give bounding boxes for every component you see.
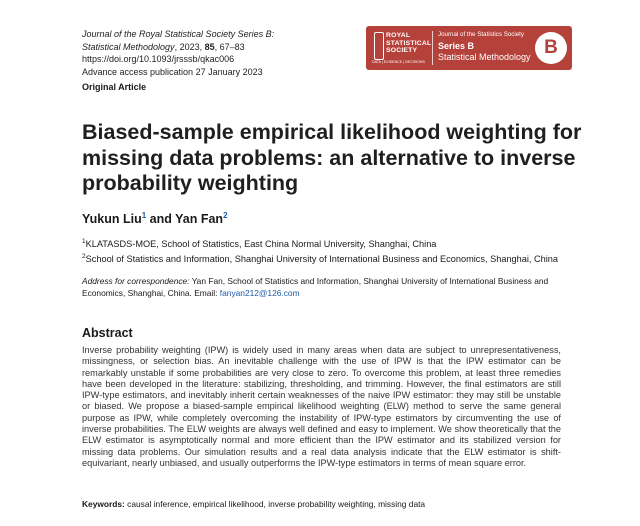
citation-pages: , 67–83 — [214, 41, 245, 52]
author-join: and — [146, 212, 176, 227]
affiliation-number: 1 — [82, 238, 86, 245]
abstract-heading: Abstract — [82, 326, 133, 340]
author-affil-ref[interactable]: 2 — [223, 211, 228, 220]
correspondence-text: Yan Fan, School of Statistics and Information, Shanghai University of International Business and Economics, Shanghai, China. Email: — [82, 276, 549, 298]
affiliation-number: 2 — [82, 252, 86, 260]
keywords-text: causal inference, empirical likelihood, inverse probability weighting, missing data — [127, 499, 426, 509]
keywords-label: Keywords: — [82, 499, 125, 509]
rss-name: ROYAL STATISTICAL SOCIETY — [386, 32, 432, 54]
rss-logo-block — [372, 31, 433, 65]
journal-badge[interactable] — [366, 26, 572, 70]
article-type: Original Article — [82, 82, 147, 92]
badge-subtitle: Statistical Methodology — [438, 52, 531, 62]
citation-volume: 85 — [204, 41, 215, 52]
series-b-icon: B — [535, 32, 567, 64]
doi-link[interactable]: https://doi.org/10.1093/jrsssb/qkac006 — [82, 54, 235, 64]
rss-shield-icon — [374, 32, 384, 60]
affiliation-text: School of Statistics and Information, Shanghai University of International Business and Economics, Shanghai, China — [85, 253, 559, 264]
author-affil-ref[interactable]: 1 — [141, 211, 147, 220]
journal-citation — [82, 28, 274, 78]
access-date: Advance access publication 27 January 2023 — [82, 66, 263, 77]
rss-tagline: DATA | EVIDENCE | DECISIONS — [372, 60, 425, 64]
affiliations — [82, 236, 562, 265]
affiliation-text: KLATASDS-MOE, School of Statistics, East China Normal University, Shanghai, China — [85, 239, 437, 250]
author-name[interactable]: Yukun Liu — [82, 212, 142, 227]
journal-name-line1: Journal of the Royal Statistical Society Series B: — [82, 29, 275, 39]
paper-title: Biased-sample empirical likelihood weighting for missing data problems: an alternative to inverse probability weighting — [82, 120, 582, 195]
keywords — [82, 499, 425, 509]
badge-publication: Journal of the Statistics Society — [438, 31, 524, 38]
correspondence-address — [82, 276, 562, 299]
author-name[interactable]: Yan Fan — [175, 212, 224, 227]
author-list — [82, 211, 228, 226]
abstract-text: Inverse probability weighting (IPW) is widely used in many areas when data are subject to unrepresentativeness, missingness, or selection bias. An inevitable challenge with the use of IPW is that the IPW estimator can be remarkably unstable if some probabilities are very close to zero. To overcome this problem, at least three remedies have been developed in the literature: stabilizing, thresholding, and trimming. However, the final estimators are still IPW-type estimators, and inevitably inherit certain weaknesses of the naive IPW estimator: they may still be unstable or biased. We propose a biased-sample empirical likelihood weighting (ELW) method to serve the same general purpose as IPW, while completely overcoming the instability of IPW-type estimators by circumventing the use of inverse probabilities. The ELW weights are always well defined and easy to implement. We show theoretically that the ELW estimator is asymptotically normal and more efficient than the IPW estimator and its stabilized version for missing data problems. Our simulation results and a real data analysis indicate that the ELW estimator is shift-equivariant, nearly unbiased, and usually outperforms the IPW-type estimators in terms of mean square error. — [82, 345, 561, 468]
badge-series: Series B — [438, 41, 475, 51]
affiliation-item — [82, 236, 562, 251]
email-link[interactable]: fanyan212@126.com — [219, 287, 300, 298]
citation-year: , 2023, — [174, 41, 205, 52]
journal-name-line2: Statistical Methodology — [82, 41, 175, 52]
correspondence-label: Address for correspondence: — [82, 276, 190, 286]
journal-name-line2-row — [82, 41, 274, 54]
affiliation-item — [82, 251, 562, 266]
